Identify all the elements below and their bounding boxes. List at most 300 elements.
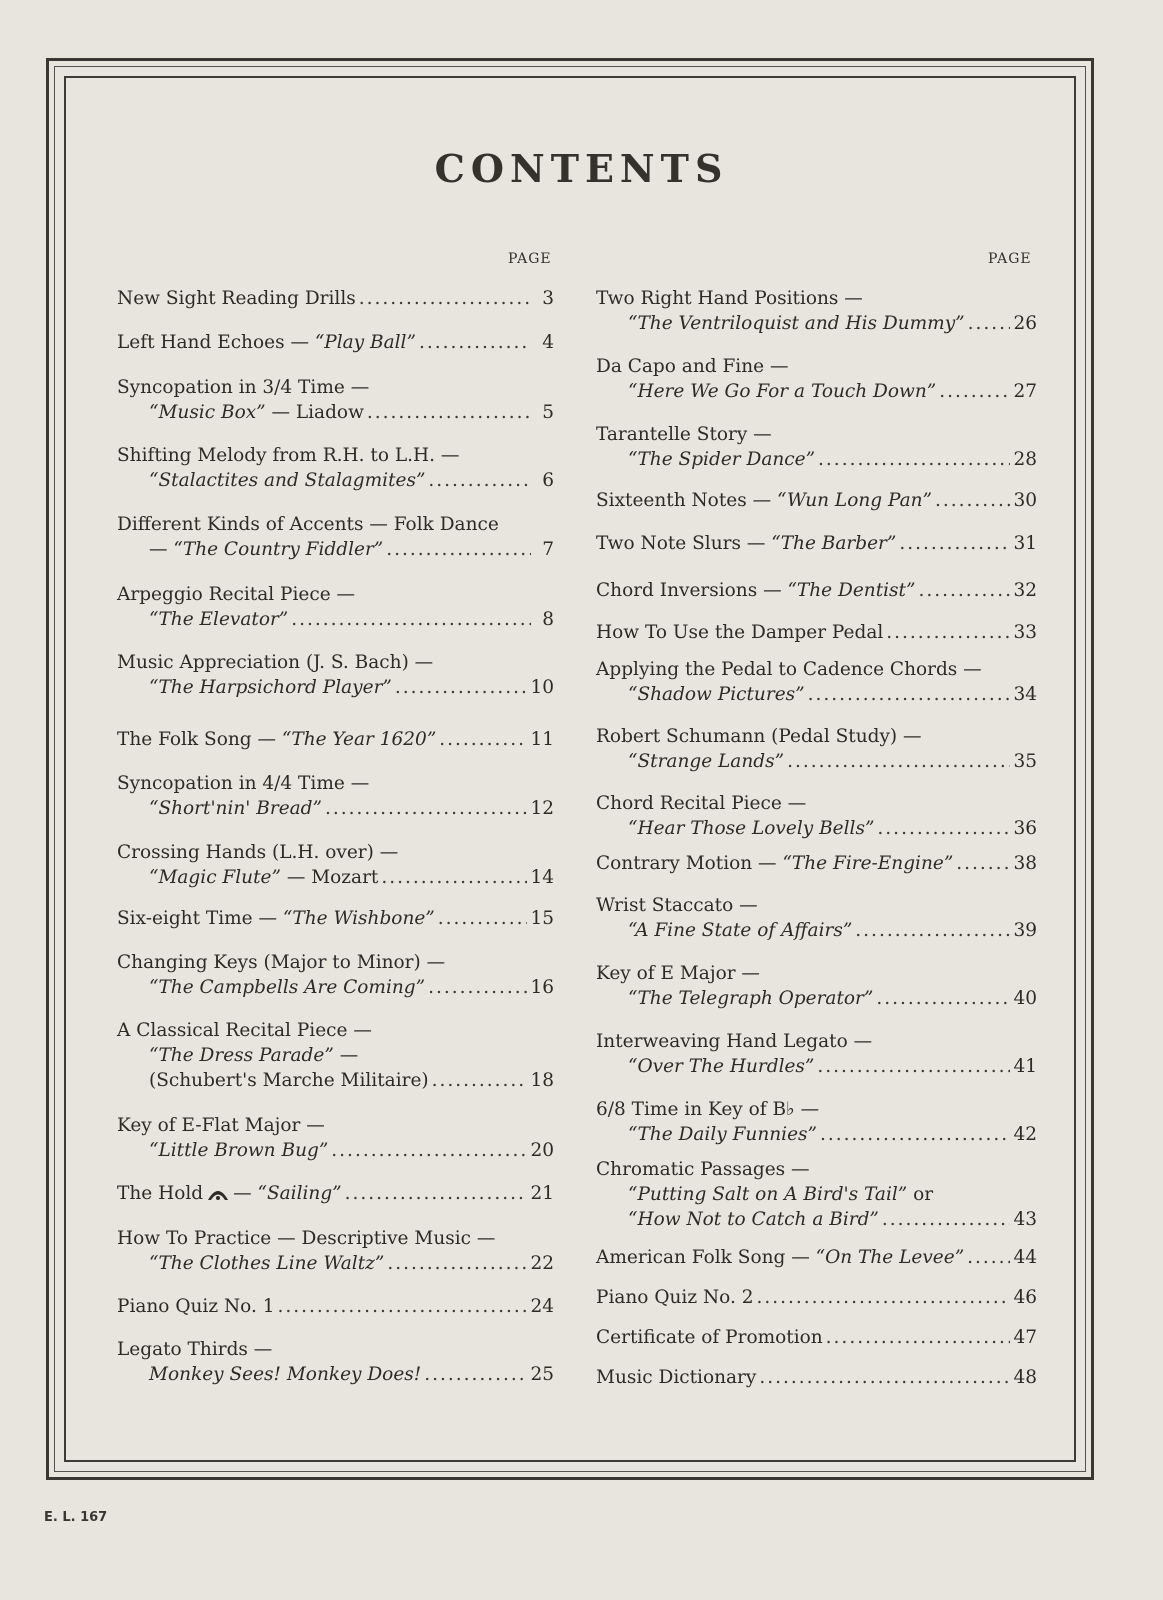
toc-entry bbox=[596, 620, 1037, 645]
toc-line bbox=[596, 531, 1037, 556]
toc-title bbox=[628, 1207, 879, 1232]
toc-entry bbox=[596, 724, 1037, 774]
toc-line bbox=[117, 400, 554, 425]
toc-page-number: 21 bbox=[530, 1183, 554, 1204]
toc-line bbox=[596, 918, 1037, 943]
dot-leader bbox=[419, 330, 531, 355]
toc-title-text: — Liadow bbox=[265, 402, 364, 423]
toc-page-number: 27 bbox=[1013, 381, 1037, 402]
toc-title-text: Changing Keys (Major to Minor) — bbox=[117, 952, 446, 973]
toc-title bbox=[596, 657, 982, 682]
toc-page-number: 3 bbox=[542, 288, 554, 309]
toc-page-number: 18 bbox=[530, 1070, 554, 1091]
toc-line bbox=[117, 796, 554, 821]
toc-page-number: 46 bbox=[1013, 1287, 1037, 1308]
toc-line bbox=[596, 379, 1037, 404]
dot-leader bbox=[826, 1325, 1011, 1350]
toc-line bbox=[596, 893, 1037, 918]
toc-title-text: Chord Recital Piece — bbox=[596, 793, 807, 814]
toc-title-text: Legato Thirds — bbox=[117, 1339, 273, 1360]
toc-title bbox=[596, 578, 915, 603]
toc-title-italic: “Sailing” bbox=[257, 1183, 342, 1204]
dot-leader bbox=[278, 1294, 528, 1319]
dot-leader bbox=[424, 1362, 527, 1387]
dot-leader bbox=[939, 379, 1010, 404]
toc-title-italic: “Play Ball” bbox=[314, 332, 416, 353]
toc-line bbox=[596, 961, 1037, 986]
dot-leader bbox=[818, 447, 1010, 472]
toc-entry bbox=[117, 1294, 554, 1319]
toc-page-number: 26 bbox=[1013, 313, 1037, 334]
toc-entry bbox=[117, 1337, 554, 1387]
dot-leader bbox=[886, 620, 1010, 645]
toc-entry bbox=[117, 771, 554, 821]
toc-title-text: A Classical Recital Piece — bbox=[117, 1020, 372, 1041]
toc-page-number: 7 bbox=[542, 539, 554, 560]
toc-page-number: 16 bbox=[530, 977, 554, 998]
toc-title bbox=[117, 512, 499, 537]
toc-title-italic: “Over The Hurdles” bbox=[628, 1056, 815, 1077]
toc-line bbox=[117, 1337, 554, 1362]
dot-leader bbox=[291, 607, 531, 632]
toc-title-text: Applying the Pedal to Cadence Chords — bbox=[596, 659, 982, 680]
toc-title-text: American Folk Song — bbox=[596, 1247, 816, 1268]
toc-title-italic: “Shadow Pictures” bbox=[628, 684, 805, 705]
dot-leader bbox=[345, 1181, 528, 1206]
toc-page-number: 4 bbox=[542, 332, 554, 353]
toc-title bbox=[628, 379, 936, 404]
toc-title bbox=[596, 422, 772, 447]
dot-leader bbox=[899, 531, 1010, 556]
dot-leader bbox=[439, 727, 527, 752]
toc-title bbox=[596, 1365, 756, 1390]
toc-title-text: Syncopation in 4/4 Time — bbox=[117, 773, 370, 794]
toc-title-text: Interweaving Hand Legato — bbox=[596, 1031, 873, 1052]
toc-title bbox=[117, 286, 356, 311]
toc-title bbox=[596, 1097, 819, 1122]
toc-title bbox=[117, 1337, 272, 1362]
toc-title bbox=[117, 727, 436, 752]
toc-title bbox=[596, 354, 788, 379]
toc-title-text: (Schubert's Marche Militaire) bbox=[149, 1070, 429, 1091]
toc-page-number: 47 bbox=[1013, 1327, 1037, 1348]
toc-title bbox=[596, 893, 758, 918]
toc-line bbox=[117, 771, 554, 796]
dot-leader bbox=[877, 816, 1010, 841]
toc-page-number: 11 bbox=[530, 729, 554, 750]
toc-line bbox=[117, 1138, 554, 1163]
toc-page-number: 14 bbox=[530, 867, 554, 888]
toc-title-text: Certificate of Promotion bbox=[596, 1327, 823, 1348]
fermata-icon bbox=[207, 1185, 229, 1201]
toc-entry bbox=[596, 657, 1037, 707]
toc-page-number: 28 bbox=[1013, 449, 1037, 470]
toc-title bbox=[596, 1029, 872, 1054]
toc-line bbox=[596, 447, 1037, 472]
dot-leader bbox=[967, 1245, 1010, 1270]
toc-title bbox=[149, 1251, 384, 1276]
page-column-header-right: PAGE bbox=[988, 251, 1032, 267]
toc-title-text: Chord Inversions — bbox=[596, 580, 788, 601]
toc-title-italic: “The Country Fiddler” bbox=[173, 539, 384, 560]
toc-title-text: Two Note Slurs — bbox=[596, 533, 772, 554]
toc-page-number: 32 bbox=[1013, 580, 1037, 601]
toc-line bbox=[117, 330, 554, 355]
toc-entry bbox=[117, 906, 554, 931]
toc-page-number: 41 bbox=[1013, 1056, 1037, 1077]
toc-title-text: Shifting Melody from R.H. to L.H. — bbox=[117, 445, 460, 466]
toc-entry bbox=[596, 488, 1037, 513]
dot-leader bbox=[759, 1365, 1010, 1390]
toc-entry bbox=[596, 893, 1037, 943]
toc-line bbox=[117, 1226, 554, 1251]
toc-entry bbox=[596, 286, 1037, 336]
toc-line bbox=[596, 1029, 1037, 1054]
toc-title-text: Contrary Motion — bbox=[596, 853, 783, 874]
toc-title bbox=[628, 1122, 817, 1147]
toc-line bbox=[117, 607, 554, 632]
toc-page-number: 10 bbox=[530, 677, 554, 698]
toc-title bbox=[628, 918, 852, 943]
toc-line bbox=[596, 816, 1037, 841]
toc-title bbox=[117, 375, 369, 400]
toc-entry bbox=[117, 650, 554, 700]
toc-line bbox=[117, 286, 554, 311]
toc-title bbox=[149, 537, 383, 562]
toc-page-number: 39 bbox=[1013, 920, 1037, 941]
toc-page-number: 33 bbox=[1013, 622, 1037, 643]
toc-title bbox=[596, 724, 922, 749]
toc-entry bbox=[596, 354, 1037, 404]
toc-title-italic: “The Dress Parade” bbox=[149, 1045, 334, 1066]
dot-leader bbox=[331, 1138, 527, 1163]
toc-page-number: 12 bbox=[530, 798, 554, 819]
toc-entry bbox=[117, 286, 554, 311]
toc-page-number: 20 bbox=[530, 1140, 554, 1161]
toc-line bbox=[117, 443, 554, 468]
toc-line bbox=[596, 724, 1037, 749]
toc-title bbox=[117, 582, 355, 607]
toc-title-italic: “Stalactites and Stalagmites” bbox=[149, 470, 426, 491]
toc-title-italic: “Little Brown Bug” bbox=[149, 1140, 329, 1161]
toc-title-text: Left Hand Echoes — bbox=[117, 332, 315, 353]
toc-entry bbox=[117, 443, 554, 493]
toc-entry bbox=[117, 1181, 554, 1206]
toc-title bbox=[596, 1285, 754, 1310]
toc-title-italic: “Strange Lands” bbox=[628, 751, 785, 772]
toc-line bbox=[117, 582, 554, 607]
toc-title-text: Arpeggio Recital Piece — bbox=[117, 584, 356, 605]
toc-title-italic: “The Harpsichord Player” bbox=[149, 677, 392, 698]
toc-line bbox=[117, 1018, 554, 1043]
toc-line bbox=[117, 840, 554, 865]
toc-title-text: — bbox=[233, 1183, 258, 1204]
toc-title-text: — bbox=[333, 1045, 359, 1066]
toc-page-number: 30 bbox=[1013, 490, 1037, 511]
toc-title-text: Syncopation in 3/4 Time — bbox=[117, 377, 370, 398]
toc-title-text: The Hold bbox=[117, 1183, 204, 1204]
toc-title-text: Different Kinds of Accents — Folk Dance bbox=[117, 514, 499, 535]
toc-title-text: — Mozart bbox=[280, 867, 379, 888]
dot-leader bbox=[968, 311, 1011, 336]
toc-title-text: Piano Quiz No. 1 bbox=[117, 1296, 275, 1317]
toc-page-number: 36 bbox=[1013, 818, 1037, 839]
toc-title-text: Six-eight Time — bbox=[117, 908, 283, 929]
toc-line bbox=[117, 1113, 554, 1138]
toc-title-text: Key of E-Flat Major — bbox=[117, 1115, 325, 1136]
page-title: CONTENTS bbox=[434, 146, 729, 191]
toc-title bbox=[149, 400, 364, 425]
toc-title bbox=[628, 447, 815, 472]
toc-line bbox=[596, 986, 1037, 1011]
toc-title bbox=[628, 749, 784, 774]
toc-title-italic: “Wun Long Pan” bbox=[776, 490, 932, 511]
toc-line bbox=[596, 1122, 1037, 1147]
toc-entry bbox=[117, 950, 554, 1000]
toc-title-italic: “A Fine State of Affairs” bbox=[628, 920, 853, 941]
toc-entry bbox=[117, 582, 554, 632]
toc-line bbox=[596, 286, 1037, 311]
dot-leader bbox=[757, 1285, 1011, 1310]
toc-title-text: Music Appreciation (J. S. Bach) — bbox=[117, 652, 434, 673]
toc-title bbox=[596, 1245, 964, 1270]
toc-page-number: 5 bbox=[542, 402, 554, 423]
toc-title-text: Robert Schumann (Pedal Study) — bbox=[596, 726, 922, 747]
toc-title bbox=[149, 865, 378, 890]
toc-line bbox=[117, 1362, 554, 1387]
toc-entry bbox=[596, 1285, 1037, 1310]
toc-entry bbox=[596, 578, 1037, 603]
toc-title-italic: “The Spider Dance” bbox=[628, 449, 816, 470]
toc-page-number: 24 bbox=[530, 1296, 554, 1317]
toc-title-italic: Monkey Sees! Monkey Does! bbox=[149, 1364, 422, 1385]
toc-line bbox=[117, 468, 554, 493]
toc-title bbox=[596, 1325, 823, 1350]
toc-line bbox=[596, 1182, 1037, 1207]
dot-leader bbox=[386, 537, 531, 562]
dot-leader bbox=[882, 1207, 1011, 1232]
toc-title bbox=[117, 771, 369, 796]
toc-title-text: Chromatic Passages — bbox=[596, 1159, 810, 1180]
toc-title bbox=[117, 840, 398, 865]
toc-entry bbox=[117, 512, 554, 562]
toc-entry bbox=[596, 1245, 1037, 1270]
toc-line bbox=[596, 1245, 1037, 1270]
toc-entry bbox=[117, 330, 554, 355]
toc-entry bbox=[117, 1113, 554, 1163]
dot-leader bbox=[808, 682, 1011, 707]
contents-column-right bbox=[596, 0, 1037, 1450]
toc-title-italic: “The Elevator” bbox=[149, 609, 289, 630]
toc-title-text: Two Right Hand Positions — bbox=[596, 288, 863, 309]
toc-title-text: Sixteenth Notes — bbox=[596, 490, 777, 511]
toc-title-text: Music Dictionary bbox=[596, 1367, 757, 1388]
toc-title bbox=[149, 975, 425, 1000]
toc-title bbox=[596, 961, 760, 986]
toc-title-text: or bbox=[907, 1184, 934, 1205]
toc-title-text: Tarantelle Story — bbox=[596, 424, 772, 445]
toc-title bbox=[117, 1226, 495, 1251]
toc-entry bbox=[117, 840, 554, 890]
toc-line bbox=[596, 657, 1037, 682]
toc-title bbox=[628, 1182, 933, 1207]
toc-entry bbox=[596, 961, 1037, 1011]
dot-leader bbox=[438, 906, 528, 931]
footer-code: E. L. 167 bbox=[44, 1510, 108, 1525]
toc-title-italic: “Hear Those Lovely Bells” bbox=[628, 818, 875, 839]
toc-line bbox=[596, 1325, 1037, 1350]
toc-line bbox=[117, 975, 554, 1000]
toc-line bbox=[596, 851, 1037, 876]
toc-line bbox=[596, 354, 1037, 379]
dot-leader bbox=[428, 975, 527, 1000]
toc-line bbox=[117, 865, 554, 890]
dot-leader bbox=[428, 468, 531, 493]
toc-title-italic: “On The Levee” bbox=[815, 1247, 965, 1268]
toc-page-number: 43 bbox=[1013, 1209, 1037, 1230]
toc-line bbox=[117, 906, 554, 931]
toc-title-italic: “The Wishbone” bbox=[282, 908, 435, 929]
contents-column-left bbox=[117, 0, 554, 1450]
toc-title bbox=[149, 1362, 421, 1387]
toc-title-text: Piano Quiz No. 2 bbox=[596, 1287, 754, 1308]
toc-title bbox=[596, 488, 932, 513]
toc-entry bbox=[117, 375, 554, 425]
dot-leader bbox=[817, 1054, 1010, 1079]
toc-title bbox=[596, 620, 883, 645]
dot-leader bbox=[432, 1068, 528, 1093]
toc-line bbox=[596, 422, 1037, 447]
toc-title bbox=[628, 1054, 814, 1079]
toc-entry bbox=[596, 1325, 1037, 1350]
toc-title-italic: “The Telegraph Operator” bbox=[628, 988, 874, 1009]
toc-title-italic: “The Ventriloquist and His Dummy” bbox=[628, 313, 965, 334]
toc-entry bbox=[596, 1365, 1037, 1390]
toc-title bbox=[149, 675, 392, 700]
toc-title-text: How To Practice — Descriptive Music — bbox=[117, 1228, 496, 1249]
dot-leader bbox=[395, 675, 528, 700]
toc-line bbox=[117, 727, 554, 752]
toc-line bbox=[596, 749, 1037, 774]
toc-line bbox=[596, 488, 1037, 513]
toc-title bbox=[117, 950, 445, 975]
toc-page-number: 25 bbox=[530, 1364, 554, 1385]
toc-line bbox=[596, 311, 1037, 336]
toc-title bbox=[149, 1043, 358, 1068]
toc-title bbox=[628, 311, 965, 336]
toc-title-text: — bbox=[149, 539, 174, 560]
toc-page-number: 48 bbox=[1013, 1367, 1037, 1388]
toc-title bbox=[117, 330, 416, 355]
toc-title-text: Wrist Staccato — bbox=[596, 895, 758, 916]
toc-line bbox=[596, 791, 1037, 816]
toc-title-italic: “The Barber” bbox=[771, 533, 897, 554]
toc-page-number: 6 bbox=[542, 470, 554, 491]
toc-line bbox=[117, 1294, 554, 1319]
page-column-header-left: PAGE bbox=[508, 251, 552, 267]
toc-title-text: The Folk Song — bbox=[117, 729, 282, 750]
toc-page-number: 38 bbox=[1013, 853, 1037, 874]
dot-leader bbox=[381, 865, 527, 890]
toc-title-italic: “The Clothes Line Waltz” bbox=[149, 1253, 385, 1274]
toc-title-text: How To Use the Damper Pedal bbox=[596, 622, 884, 643]
toc-line bbox=[596, 682, 1037, 707]
toc-line bbox=[117, 650, 554, 675]
dot-leader bbox=[359, 286, 531, 311]
toc-line bbox=[117, 512, 554, 537]
toc-title-text: 6/8 Time in Key of B♭ — bbox=[596, 1099, 820, 1120]
toc-entry bbox=[117, 1018, 554, 1093]
toc-title bbox=[117, 1018, 372, 1043]
toc-title bbox=[117, 1113, 325, 1138]
toc-title bbox=[149, 607, 288, 632]
toc-title-italic: “The Fire-Engine” bbox=[782, 853, 954, 874]
toc-title bbox=[596, 851, 953, 876]
toc-title-italic: “The Daily Funnies” bbox=[628, 1124, 817, 1145]
toc-title bbox=[149, 468, 425, 493]
toc-line bbox=[596, 1285, 1037, 1310]
toc-title bbox=[117, 906, 435, 931]
toc-title-italic: “Putting Salt on A Bird's Tail” bbox=[628, 1184, 908, 1205]
toc-title-italic: “The Dentist” bbox=[787, 580, 916, 601]
toc-line bbox=[117, 950, 554, 975]
toc-title-italic: “How Not to Catch a Bird” bbox=[628, 1209, 879, 1230]
toc-title bbox=[117, 650, 433, 675]
toc-page-number: 15 bbox=[530, 908, 554, 929]
toc-title-text: Key of E Major — bbox=[596, 963, 760, 984]
toc-title bbox=[149, 1068, 429, 1093]
toc-entry bbox=[117, 1226, 554, 1276]
toc-entry bbox=[117, 727, 554, 752]
toc-line bbox=[117, 1043, 554, 1068]
toc-title bbox=[628, 986, 873, 1011]
toc-page-number: 42 bbox=[1013, 1124, 1037, 1145]
toc-entry bbox=[596, 1157, 1037, 1232]
toc-page-number: 8 bbox=[542, 609, 554, 630]
toc-title bbox=[149, 796, 322, 821]
toc-entry bbox=[596, 851, 1037, 876]
toc-title-text: Crossing Hands (L.H. over) — bbox=[117, 842, 399, 863]
toc-title-italic: “The Campbells Are Coming” bbox=[149, 977, 426, 998]
toc-title-text: New Sight Reading Drills bbox=[117, 288, 356, 309]
toc-title bbox=[596, 1157, 810, 1182]
dot-leader bbox=[367, 400, 531, 425]
toc-line bbox=[117, 1068, 554, 1093]
dot-leader bbox=[876, 986, 1010, 1011]
toc-title-text: Da Capo and Fine — bbox=[596, 356, 789, 377]
toc-line bbox=[596, 1054, 1037, 1079]
toc-title bbox=[149, 1138, 328, 1163]
toc-entry bbox=[596, 531, 1037, 556]
toc-line bbox=[117, 375, 554, 400]
dot-leader bbox=[918, 578, 1010, 603]
toc-line bbox=[117, 1181, 554, 1206]
toc-line bbox=[596, 1157, 1037, 1182]
toc-title-italic: “The Year 1620” bbox=[281, 729, 437, 750]
toc-line bbox=[596, 1365, 1037, 1390]
toc-line bbox=[117, 1251, 554, 1276]
toc-entry bbox=[596, 422, 1037, 472]
toc-page-number: 22 bbox=[530, 1253, 554, 1274]
toc-line bbox=[117, 675, 554, 700]
dot-leader bbox=[325, 796, 527, 821]
dot-leader bbox=[787, 749, 1010, 774]
toc-page-number: 44 bbox=[1013, 1247, 1037, 1268]
toc-entry bbox=[596, 791, 1037, 841]
toc-title bbox=[117, 1294, 275, 1319]
dot-leader bbox=[387, 1251, 527, 1276]
toc-line bbox=[596, 1207, 1037, 1232]
